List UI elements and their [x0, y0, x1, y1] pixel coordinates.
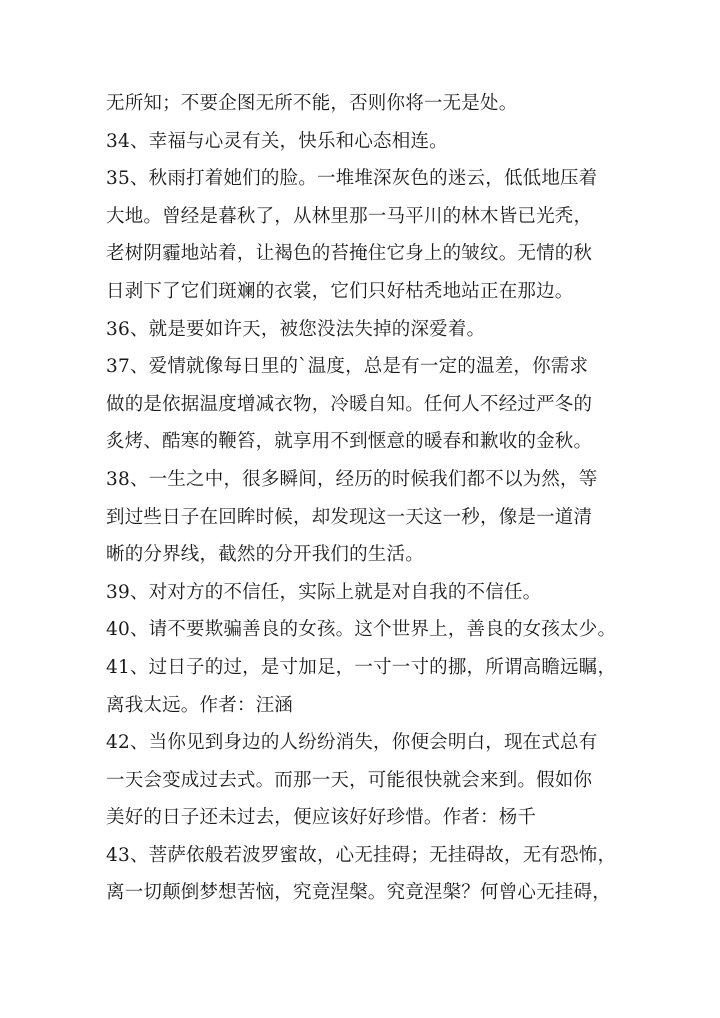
text-line: 35、秋雨打着她们的脸。一堆堆深灰色的迷云，低低地压着: [106, 168, 598, 190]
text-line: 36、就是要如许天，被您没法失掉的深爱着。: [106, 318, 486, 340]
body-text: [106, 85, 616, 912]
text-line: 40、请不要欺骗善良的女孩。这个世界上，善良的女孩太少。: [106, 619, 616, 641]
text-line: 39、对对方的不信任，实际上就是对自我的不信任。: [106, 581, 542, 603]
text-line: 做的是依据温度增减衣物，冷暖自知。任何人不经过严冬的: [106, 393, 593, 415]
text-line: 38、一生之中，很多瞬间，经历的时候我们都不以为然，等: [106, 468, 598, 490]
text-line: 美好的日子还未过去，便应该好好珍惜。作者：杨千: [106, 807, 537, 829]
text-line: 无所知；不要企图无所不能，否则你将一无是处。: [106, 93, 518, 114]
text-line: 34、幸福与心灵有关，快乐和心态相连。: [106, 130, 448, 152]
text-line: 老树阴霾地站着，让褐色的苔掩住它身上的皱纹。无情的秋: [106, 243, 593, 265]
text-line: 43、菩萨依般若波罗蜜故，心无挂碍；无挂碍故，无有恐怖，: [106, 844, 616, 866]
text-line: 37、爱情就像每日里的`温度，总是有一定的温差，你需求: [106, 356, 589, 378]
text-line: 42、当你见到身边的人纷纷消失，你便会明白，现在式总有: [106, 732, 598, 754]
text-line: 到过些日子在回眸时候，却发现这一天这一秒，像是一道清: [106, 506, 593, 528]
text-line: 41、过日子的过，是寸加足，一寸一寸的挪，所谓高瞻远瞩，: [106, 656, 616, 678]
text-line: 一天会变成过去式。而那一天，可能很快就会来到。假如你: [106, 769, 593, 791]
text-line: 日剥下了它们斑斓的衣裳，它们只好枯秃地站正在那边。: [106, 280, 574, 302]
text-line: 大地。曾经是暮秋了，从林里那一马平川的林木皆已光秃，: [106, 205, 593, 227]
text-line: 离我太远。作者：汪涵: [106, 694, 294, 716]
text-line: 炙烤、酷寒的鞭笞，就享用不到惬意的暖春和歉收的金秋。: [106, 431, 593, 453]
text-line: 晰的分界线，截然的分开我们的生活。: [106, 544, 424, 566]
text-line: 离一切颠倒梦想苦恼，究竟涅槃。究竟涅槃？何曾心无挂碍，: [106, 882, 611, 904]
